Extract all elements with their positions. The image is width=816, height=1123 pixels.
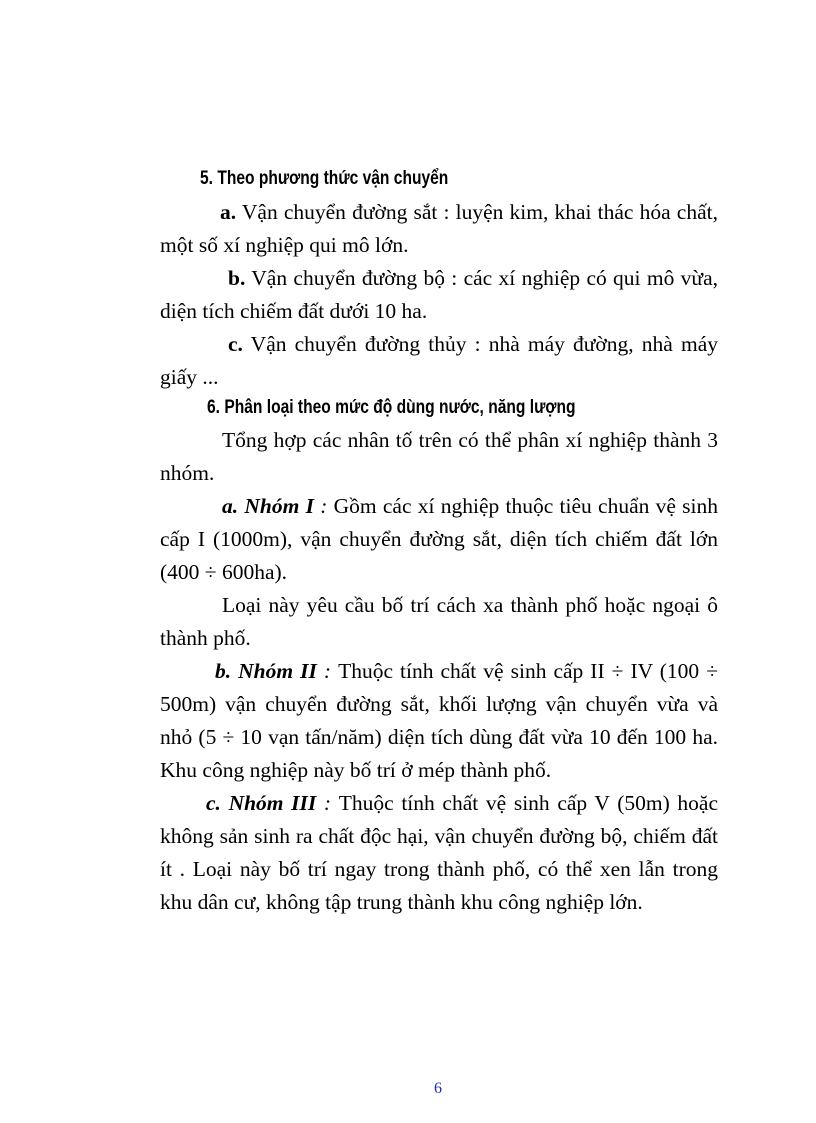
item-a-label: a. [220, 200, 237, 224]
section-5-item-b [160, 262, 718, 328]
item-b-text: Vận chuyển đường bộ : các xí nghiệp có qui mô vừa, diện tích chiếm đất dưới 10 ha. [160, 266, 718, 323]
item-c-label: c. [228, 332, 243, 356]
group-2-paragraph [160, 655, 718, 787]
group-2-separator: : [316, 659, 339, 683]
group-1-note: Loại này yêu cầu bố trí cách xa thành phố hoặc ngoại ô thành phố. [160, 593, 718, 650]
section-5-heading: 5. Theo phương thức vận chuyển [200, 168, 449, 189]
section-6-heading: 6. Phân loại theo mức độ dùng nước, năng lượng [207, 397, 576, 418]
group-3-separator: : [316, 791, 339, 815]
page-number: 6 [434, 1080, 442, 1097]
item-a-text: Vận chuyển đường sắt : luyện kim, khai thác hóa chất, một số xí nghiệp qui mô lớn. [160, 200, 718, 257]
group-1-text: Gồm các xí nghiệp thuộc tiêu chuẩn vệ sinh cấp I (1000m), vận chuyển đường sắt, diện tích chiếm đất lớn (400 ÷ 600ha). [160, 494, 719, 584]
item-b-label: b. [228, 266, 246, 290]
group-1-label: a. Nhóm I [222, 494, 314, 518]
group-1-paragraph [160, 490, 718, 589]
group-3-paragraph [160, 787, 718, 919]
section-5-item-a [160, 196, 718, 262]
group-3-label: c. Nhóm III [206, 791, 317, 815]
section-6-intro: Tổng hợp các nhân tố trên có thể phân xí nghiệp thành 3 nhóm. [160, 428, 718, 485]
section-5-item-c [160, 328, 718, 394]
group-1-separator: : [313, 494, 334, 518]
item-c-text: Vận chuyển đường thủy : nhà máy đường, nhà máy giấy ... [160, 332, 718, 389]
group-3-text: Thuộc tính chất vệ sinh cấp V (50m) hoặc không sản sinh ra chất độc hại, vận chuyển đường bộ, chiếm đất ít . Loại này bố trí ngay trong thành phố, có thể xen lẫn trong khu dân cư, không tập trung thành khu công nghiệp lớn. [160, 791, 718, 914]
group-2-label: b. Nhóm II [215, 659, 317, 683]
group-2-text: Thuộc tính chất vệ sinh cấp II ÷ IV (100 ÷ 500m) vận chuyển đường sắt, khối lượng vận chuyển vừa và nhỏ (5 ÷ 10 vạn tấn/năm) diện tích dùng đất vừa 10 đến 100 ha. Khu công nghiệp này bố trí ở mép thành phố. [160, 659, 718, 782]
